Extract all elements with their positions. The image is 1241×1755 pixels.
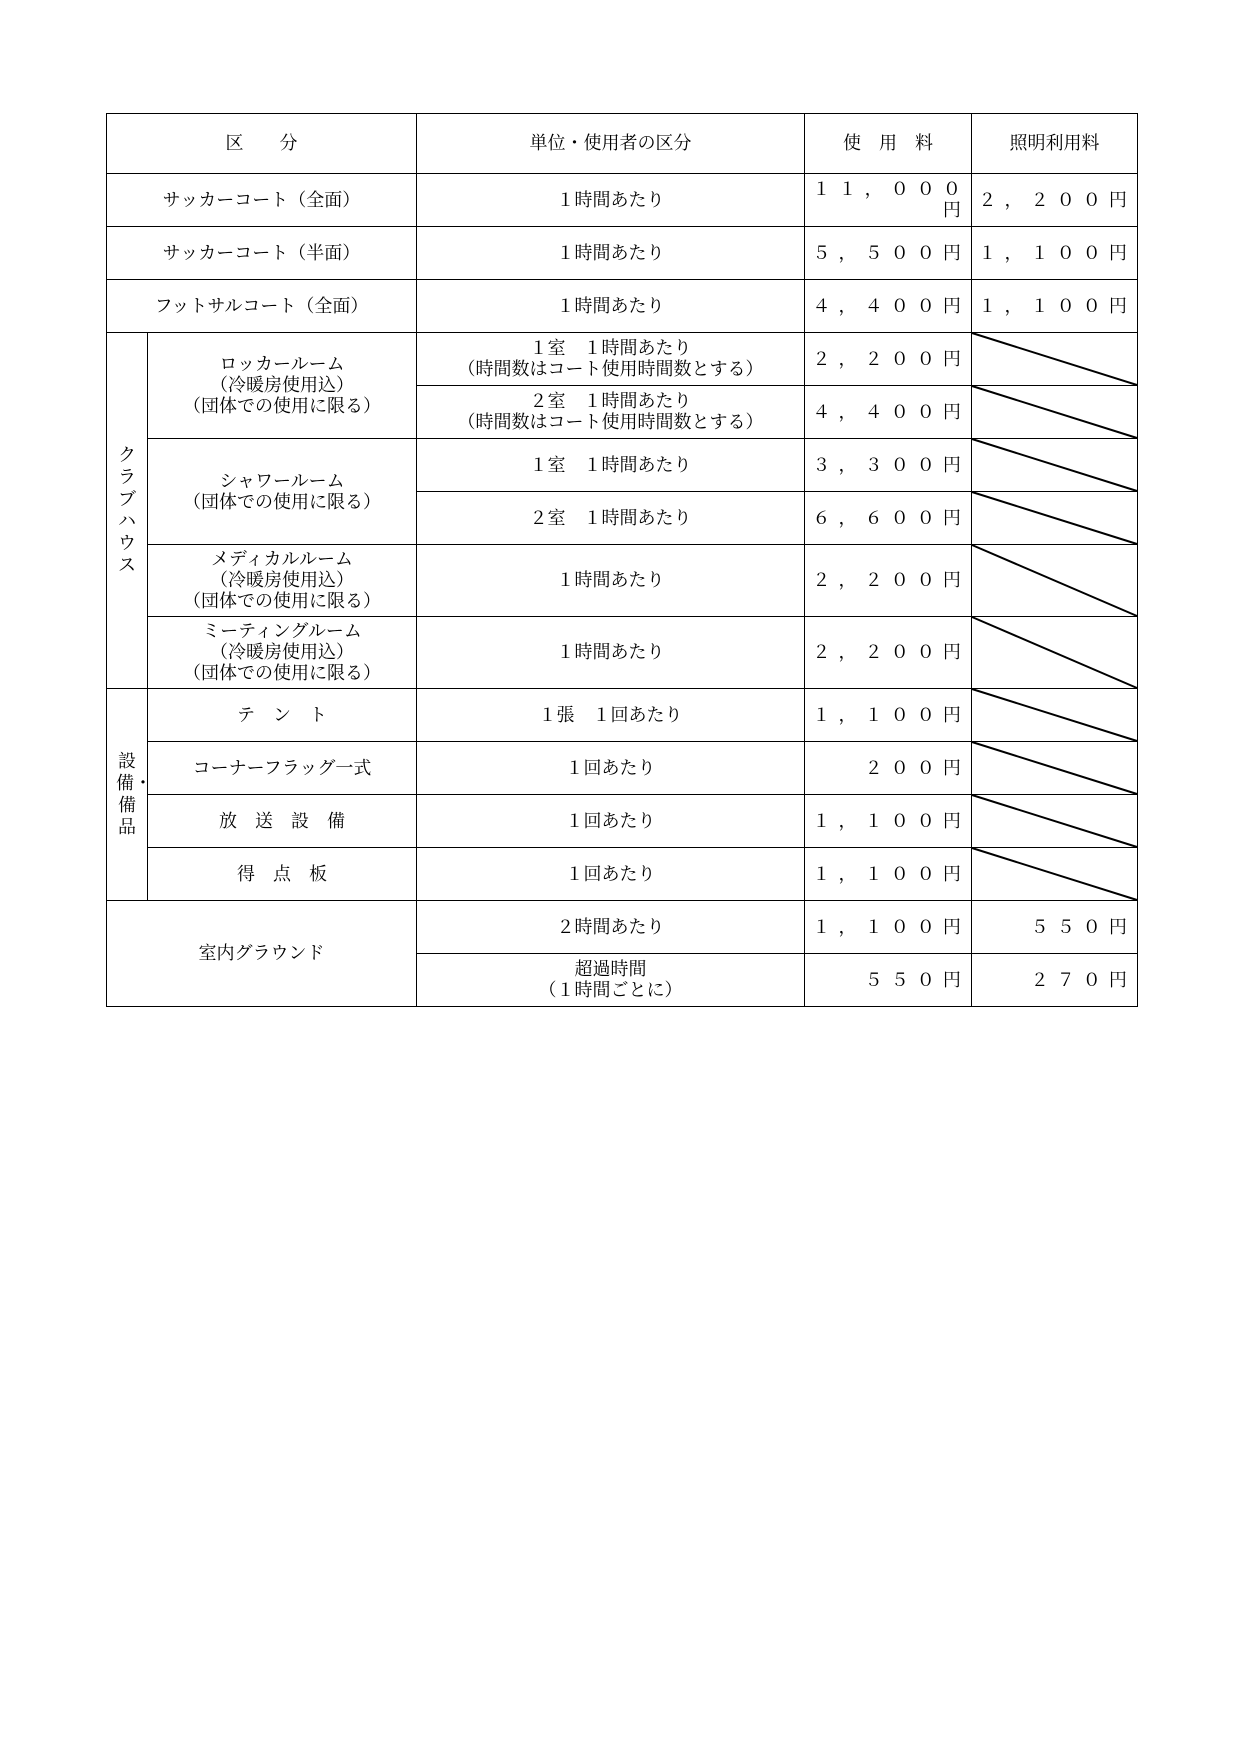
court-unit: １時間あたり [417, 280, 805, 333]
equipment-unit: １張 １回あたり [417, 689, 805, 742]
court-name: サッカーコート（半面） [107, 227, 417, 280]
equipment-fee: １，１００円 [805, 848, 972, 901]
court-lighting: ２，２００円 [972, 174, 1138, 227]
fee-table [106, 113, 1138, 1007]
equipment-fee: １，１００円 [805, 795, 972, 848]
header-category: 区 分 [107, 114, 417, 174]
lighting-not-applicable [972, 333, 1138, 386]
equipment-unit: １回あたり [417, 848, 805, 901]
equipment-name: テ ン ト [148, 689, 417, 742]
table-row [107, 742, 1138, 795]
court-lighting: １，１００円 [972, 280, 1138, 333]
shower-room-name: シャワールーム （団体での使用に限る） [148, 439, 417, 545]
locker-fee: ２，２００円 [805, 333, 972, 386]
equipment-group-label [107, 689, 152, 901]
header-lighting: 照明利用料 [972, 114, 1138, 174]
indoor-unit: ２時間あたり [417, 901, 805, 954]
clubhouse-group-label [107, 333, 148, 689]
locker-unit: ２室 １時間あたり （時間数はコート使用時間数とする） [417, 386, 805, 439]
lighting-not-applicable [972, 689, 1138, 742]
court-lighting: １，１００円 [972, 227, 1138, 280]
medical-room-name: メディカルルーム （冷暖房使用込） （団体での使用に限る） [148, 545, 417, 617]
lighting-not-applicable [972, 545, 1138, 617]
lighting-not-applicable [972, 386, 1138, 439]
court-unit: １時間あたり [417, 174, 805, 227]
meeting-fee: ２，２００円 [805, 617, 972, 689]
header-unit: 単位・使用者の区分 [417, 114, 805, 174]
equipment-fee: ２００円 [805, 742, 972, 795]
court-unit: １時間あたり [417, 227, 805, 280]
indoor-lighting: ５５０円 [972, 901, 1138, 954]
table-row [107, 545, 1138, 617]
lighting-not-applicable [972, 848, 1138, 901]
lighting-not-applicable [972, 742, 1138, 795]
header-fee: 使 用 料 [805, 114, 972, 174]
lighting-not-applicable [972, 492, 1138, 545]
indoor-unit: 超過時間 （１時間ごとに） [417, 954, 805, 1007]
indoor-fee: １，１００円 [805, 901, 972, 954]
shower-unit: ２室 １時間あたり [417, 492, 805, 545]
equipment-name: コーナーフラッグ一式 [148, 742, 417, 795]
equipment-name: 得 点 板 [148, 848, 417, 901]
equipment-group-text: 設備・備品 [116, 750, 152, 838]
table-row [107, 901, 1138, 954]
equipment-unit: １回あたり [417, 742, 805, 795]
equipment-unit: １回あたり [417, 795, 805, 848]
court-name: フットサルコート（全面） [107, 280, 417, 333]
shower-fee: ６，６００円 [805, 492, 972, 545]
court-fee: １１，０００円 [805, 174, 972, 227]
table-row [107, 617, 1138, 689]
medical-unit: １時間あたり [417, 545, 805, 617]
court-fee: ５，５００円 [805, 227, 972, 280]
table-row [107, 439, 1138, 492]
table-row [107, 174, 1138, 227]
equipment-fee: １，１００円 [805, 689, 972, 742]
shower-unit: １室 １時間あたり [417, 439, 805, 492]
lighting-not-applicable [972, 439, 1138, 492]
locker-unit: １室 １時間あたり （時間数はコート使用時間数とする） [417, 333, 805, 386]
table-row [107, 333, 1138, 386]
table-row [107, 280, 1138, 333]
header-row [107, 114, 1138, 174]
clubhouse-group-text: クラブハウス [118, 444, 136, 576]
locker-room-name: ロッカールーム （冷暖房使用込） （団体での使用に限る） [148, 333, 417, 439]
court-fee: ４，４００円 [805, 280, 972, 333]
meeting-unit: １時間あたり [417, 617, 805, 689]
indoor-ground-name: 室内グラウンド [107, 901, 417, 1007]
indoor-fee: ５５０円 [805, 954, 972, 1007]
meeting-room-name: ミーティングルーム （冷暖房使用込） （団体での使用に限る） [148, 617, 417, 689]
court-name: サッカーコート（全面） [107, 174, 417, 227]
shower-fee: ３，３００円 [805, 439, 972, 492]
table-row [107, 227, 1138, 280]
equipment-name: 放 送 設 備 [148, 795, 417, 848]
lighting-not-applicable [972, 617, 1138, 689]
table-row [107, 848, 1138, 901]
table-row [107, 689, 1138, 742]
indoor-lighting: ２７０円 [972, 954, 1138, 1007]
lighting-not-applicable [972, 795, 1138, 848]
medical-fee: ２，２００円 [805, 545, 972, 617]
table-row [107, 795, 1138, 848]
locker-fee: ４，４００円 [805, 386, 972, 439]
